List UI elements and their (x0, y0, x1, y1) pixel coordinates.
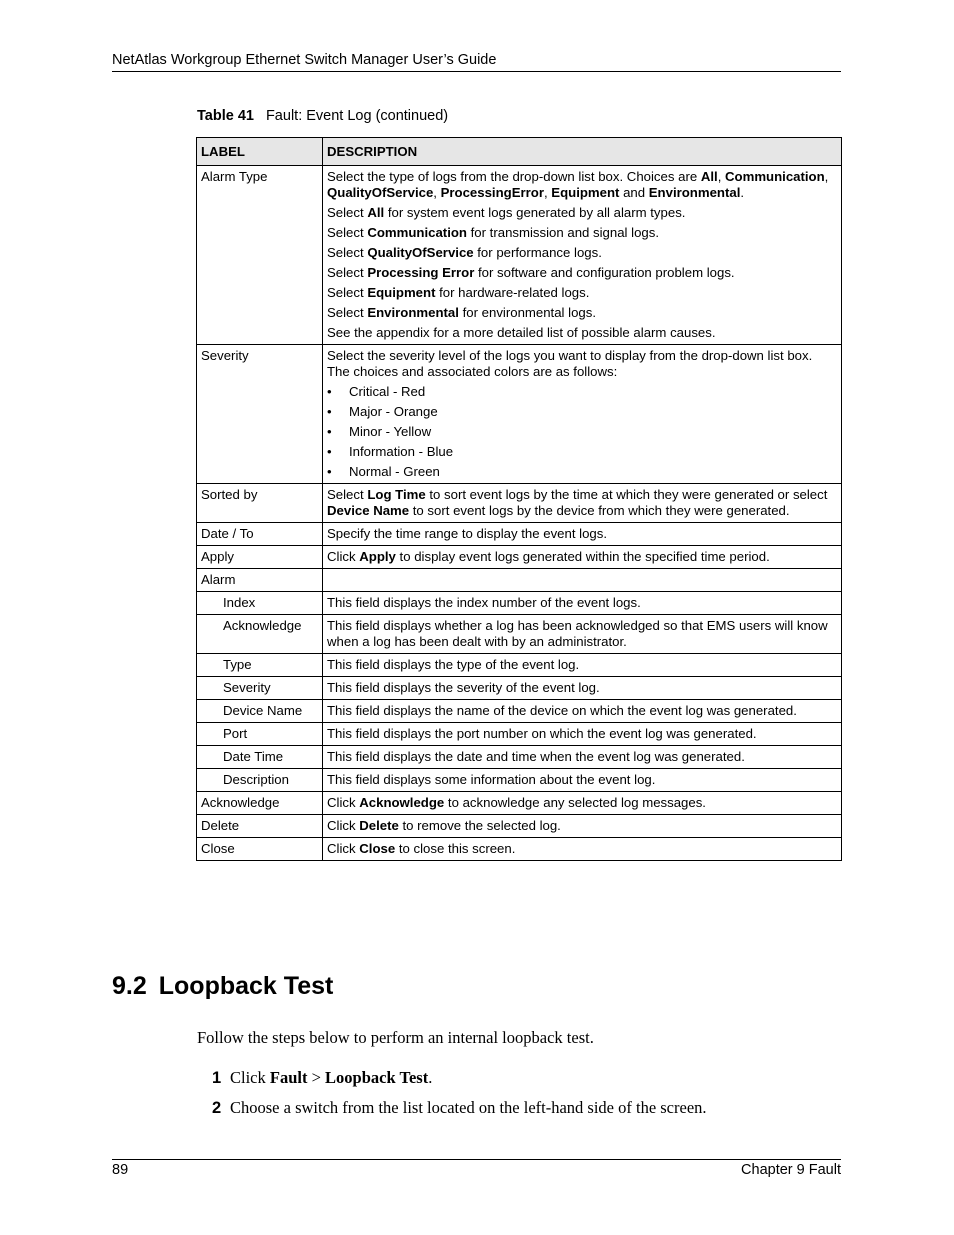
table-row (197, 700, 842, 723)
table-row (197, 792, 842, 815)
bullet-icon: • (327, 404, 332, 419)
emphasis-text: QualityOfService (327, 185, 434, 200)
row-label: Device Name (197, 700, 323, 723)
table-row (197, 654, 842, 677)
text-run: to sort event logs by the device from which they were generated. (409, 503, 790, 518)
text-run: to acknowledge any selected log messages. (444, 795, 706, 810)
text-run: > (307, 1068, 326, 1087)
emphasis-text: Equipment (367, 285, 436, 300)
text-run: This field displays the port number on which the event log was generated. (327, 726, 757, 741)
description-paragraph (327, 487, 837, 519)
text-run: and (619, 185, 649, 200)
page-number: 89 (112, 1162, 129, 1178)
text-run: to close this screen. (395, 841, 516, 856)
row-description (323, 769, 842, 792)
row-description (323, 523, 842, 546)
text-run: Specify the time range to display the event logs. (327, 526, 608, 541)
row-label: Acknowledge (197, 615, 323, 654)
bullet-icon: • (327, 464, 332, 479)
row-label: Alarm (197, 569, 323, 592)
row-description (323, 569, 842, 592)
chapter-label: Chapter 9 Fault (741, 1162, 841, 1178)
emphasis-text: Environmental (367, 305, 459, 320)
bullet-text: Normal - Green (349, 464, 440, 479)
label-column-header: LABEL (197, 138, 323, 166)
table-header-row (197, 138, 842, 166)
text-run: , (717, 169, 726, 184)
text-run: Select (327, 225, 368, 240)
section-intro: Follow the steps below to perform an internal loopback test. (197, 1028, 594, 1047)
text-run: Click (327, 818, 360, 833)
text-run: for transmission and signal logs. (466, 225, 660, 240)
text-run: This field displays the name of the device on which the event log was generated. (327, 703, 797, 718)
step-text (230, 1098, 707, 1117)
text-run: Select (327, 245, 368, 260)
description-paragraph (327, 595, 837, 611)
table-row (197, 166, 842, 345)
description-paragraph (327, 657, 837, 673)
table-row (197, 723, 842, 746)
text-run: Click (327, 549, 360, 564)
description-paragraph (327, 325, 837, 341)
emphasis-text: Delete (359, 818, 399, 833)
description-paragraph (327, 749, 837, 765)
text-run: Select (327, 487, 368, 502)
event-log-table (196, 137, 842, 861)
emphasis-text: Apply (359, 549, 396, 564)
text-run: for performance logs. (473, 245, 602, 260)
table-row (197, 769, 842, 792)
row-label: Close (197, 838, 323, 861)
row-label: Severity (197, 345, 323, 484)
section-title: Loopback Test (158, 972, 334, 1000)
table-row (197, 746, 842, 769)
step-text (230, 1068, 432, 1087)
description-paragraph (327, 549, 837, 565)
table-row (197, 484, 842, 523)
row-label: Severity (197, 677, 323, 700)
description-paragraph (327, 169, 837, 201)
text-run: Select (327, 205, 368, 220)
text-run: . (428, 1068, 433, 1087)
running-header: NetAtlas Workgroup Ethernet Switch Manager User’s Guide (112, 52, 497, 68)
emphasis-text: Log Time (367, 487, 426, 502)
row-description (323, 615, 842, 654)
text-run: Select (327, 305, 368, 320)
row-label: Alarm Type (197, 166, 323, 345)
row-description (323, 792, 842, 815)
description-paragraph (327, 265, 837, 281)
text-run: This field displays the index number of the event logs. (327, 595, 641, 610)
description-paragraph (327, 841, 837, 857)
emphasis-text: QualityOfService (367, 245, 474, 260)
bullet-item (327, 424, 837, 440)
description-paragraph (327, 818, 837, 834)
bullet-item (327, 464, 837, 480)
step-number: 1 (212, 1069, 222, 1087)
emphasis-text: Close (359, 841, 396, 856)
description-paragraph (327, 772, 837, 788)
step-2 (212, 1098, 707, 1118)
row-description (323, 654, 842, 677)
table-row (197, 615, 842, 654)
description-paragraph (327, 726, 837, 742)
bullet-list (327, 384, 837, 480)
text-run: for hardware-related logs. (435, 285, 590, 300)
row-label: Description (197, 769, 323, 792)
description-paragraph (327, 245, 837, 261)
row-label: Sorted by (197, 484, 323, 523)
row-description (323, 815, 842, 838)
description-paragraph (327, 205, 837, 221)
row-description (323, 746, 842, 769)
row-label: Date / To (197, 523, 323, 546)
description-paragraph (327, 618, 837, 650)
row-label: Delete (197, 815, 323, 838)
bullet-icon: • (327, 444, 332, 459)
table-row (197, 838, 842, 861)
bullet-text: Minor - Yellow (349, 424, 432, 439)
row-description (323, 592, 842, 615)
text-run: Click (230, 1068, 270, 1087)
text-run: This field displays the severity of the event log. (327, 680, 600, 695)
section-number: 9.2 (112, 972, 147, 1000)
row-description (323, 838, 842, 861)
text-run: Select the type of logs from the drop-down list box. Choices are (327, 169, 701, 184)
emphasis-text: Environmental (648, 185, 741, 200)
emphasis-text: Device Name (327, 503, 410, 518)
description-paragraph (327, 795, 837, 811)
emphasis-text: Loopback Test (325, 1068, 429, 1087)
table-row (197, 523, 842, 546)
bullet-text: Critical - Red (349, 384, 426, 399)
emphasis-text: Communication (367, 225, 467, 240)
text-run: Choose a switch from the list located on the left-hand side of the screen. (230, 1098, 707, 1117)
row-description (323, 484, 842, 523)
description-paragraph (327, 680, 837, 696)
header-rule (112, 71, 841, 72)
bullet-icon: • (327, 384, 332, 399)
text-run: This field displays the date and time when the event log was generated. (327, 749, 745, 764)
table-row (197, 569, 842, 592)
description-paragraph (327, 285, 837, 301)
text-run: to remove the selected log. (398, 818, 561, 833)
row-label: Acknowledge (197, 792, 323, 815)
text-run: Select (327, 265, 368, 280)
row-description (323, 700, 842, 723)
description-paragraph (327, 305, 837, 321)
step-1 (212, 1068, 432, 1088)
bullet-icon: • (327, 424, 332, 439)
table-row (197, 815, 842, 838)
footer-rule (112, 1159, 841, 1160)
row-description (323, 166, 842, 345)
text-run: for software and configuration problem logs. (474, 265, 735, 280)
section-heading (112, 972, 333, 1001)
text-run: for system event logs generated by all alarm types. (384, 205, 686, 220)
table-caption-text: Fault: Event Log (continued) (265, 108, 449, 124)
emphasis-text: ProcessingError (440, 185, 544, 200)
table-caption (197, 108, 448, 124)
text-run: , (543, 185, 552, 200)
table-row (197, 546, 842, 569)
text-run: for environmental logs. (458, 305, 597, 320)
table-row (197, 592, 842, 615)
table-number: Table 41 (197, 108, 254, 124)
description-paragraph (327, 703, 837, 719)
description-column-header: DESCRIPTION (323, 138, 842, 166)
bullet-item (327, 404, 837, 420)
emphasis-text: Equipment (551, 185, 620, 200)
bullet-item (327, 444, 837, 460)
table-row (197, 677, 842, 700)
text-run: Click (327, 841, 360, 856)
row-description (323, 677, 842, 700)
row-description (323, 546, 842, 569)
row-description (323, 345, 842, 484)
emphasis-text: Fault (269, 1068, 308, 1087)
text-run: to sort event logs by the time at which they were generated or select (425, 487, 828, 502)
text-run: This field displays the type of the event log. (327, 657, 580, 672)
row-label: Index (197, 592, 323, 615)
bullet-text: Information - Blue (349, 444, 454, 459)
emphasis-text: All (367, 205, 385, 220)
text-run: Select the severity level of the logs you want to display from the drop-down list box. The choices and associated colors are as follows: (327, 348, 813, 379)
emphasis-text: Processing Error (367, 265, 475, 280)
text-run: See the appendix for a more detailed list of possible alarm causes. (327, 325, 716, 340)
row-description (323, 723, 842, 746)
row-label: Port (197, 723, 323, 746)
table-body (197, 166, 842, 861)
text-run: Select (327, 285, 368, 300)
step-number: 2 (212, 1099, 222, 1117)
row-label: Type (197, 654, 323, 677)
description-paragraph (327, 348, 837, 380)
text-run: , (824, 169, 829, 184)
row-label: Date Time (197, 746, 323, 769)
text-run: This field displays some information about the event log. (327, 772, 656, 787)
emphasis-text: All (700, 169, 718, 184)
text-run: , (433, 185, 441, 200)
emphasis-text: Communication (725, 169, 825, 184)
text-run: to display event logs generated within the specified time period. (395, 549, 770, 564)
description-paragraph (327, 526, 837, 542)
row-label: Apply (197, 546, 323, 569)
bullet-item (327, 384, 837, 400)
emphasis-text: Acknowledge (359, 795, 445, 810)
text-run: . (740, 185, 745, 200)
text-run: Click (327, 795, 360, 810)
description-paragraph (327, 225, 837, 241)
bullet-text: Major - Orange (349, 404, 438, 419)
table-row (197, 345, 842, 484)
text-run: This field displays whether a log has been acknowledged so that EMS users will know when a log has been dealt with by an administrator. (327, 618, 828, 649)
